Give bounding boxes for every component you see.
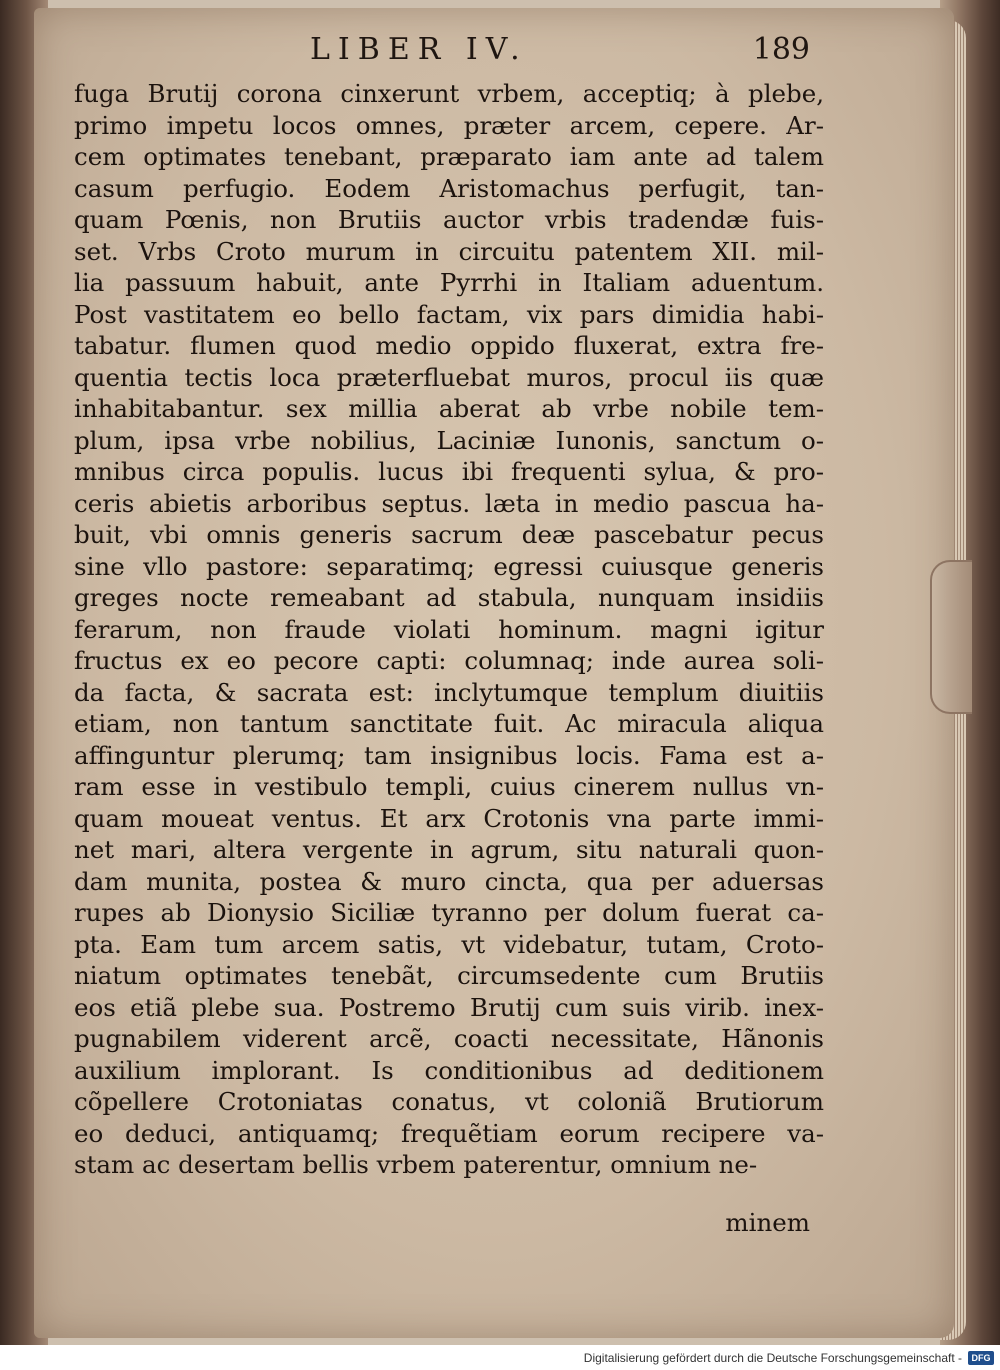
- text-line: stam ac desertam bellis vrbem paterentur, omnium ne-: [74, 1150, 758, 1179]
- text-line: etiam, non tantum sanctitate fuit. Ac miracula aliqua: [74, 709, 824, 738]
- text-line: quam Pœnis, non Brutiis auctor vrbis tradendæ fuis-: [74, 205, 824, 234]
- text-line: Post vastitatem eo bello factam, vix pars dimidia habi-: [74, 299, 824, 329]
- dfg-logo-icon: DFG: [968, 1351, 994, 1365]
- text-line: quam moueat ventus. Et arx Crotonis vna parte immi-: [74, 803, 824, 833]
- text-line: tabatur. flumen quod medio oppido fluxerat, extra fre-: [74, 331, 824, 360]
- text-line: eo deduci, antiquamq; frequẽtiam eorum recipere va-: [74, 1118, 824, 1148]
- text-line: pugnabilem viderent arcẽ, coacti necessitate, Hãnonis: [74, 1024, 824, 1053]
- text-line: plum, ipsa vrbe nobilius, Laciniæ Iunonis, sanctum o-: [74, 425, 824, 455]
- text-line: auxilium implorant. Is conditionibus ad deditionem: [74, 1055, 824, 1085]
- text-line: set. Vrbs Croto murum in circuitu patentem XII. mil-: [74, 236, 824, 266]
- text-line: cem optimates tenebant, præparato iam ante ad talem: [74, 142, 824, 171]
- running-head-title: LIBER IV.: [310, 32, 528, 67]
- funding-note: Digitalisierung gefördert durch die Deutsche Forschungsgemeinschaft -: [583, 1351, 962, 1365]
- text-line: inhabitabantur. sex millia aberat ab vrbe nobile tem-: [74, 394, 824, 423]
- running-head: [80, 30, 810, 74]
- text-line: rupes ab Dionysio Siciliæ tyranno per dolum fuerat ca-: [74, 898, 824, 927]
- catchword: minem: [725, 1208, 810, 1237]
- text-line: ferarum, non fraude violati hominum. magni igitur: [74, 614, 824, 644]
- text-line: casum perfugio. Eodem Aristomachus perfugit, tan-: [74, 173, 824, 203]
- text-line: pta. Eam tum arcem satis, vt videbatur, tutam, Croto-: [74, 929, 824, 959]
- text-line: fructus ex eo pecore capti: columnaq; inde aurea soli-: [74, 646, 824, 675]
- body-text: [74, 78, 824, 1181]
- text-line: affinguntur plerumq; tam insignibus locis. Fama est a-: [74, 740, 824, 770]
- text-line: ram esse in vestibulo templi, cuius cinerem nullus vn-: [74, 772, 824, 801]
- text-line: primo impetu locos omnes, præter arcem, cepere. Ar-: [74, 110, 824, 140]
- text-line: niatum optimates tenebãt, circumsedente cum Brutiis: [74, 961, 824, 990]
- text-line: dam munita, postea & muro cincta, qua per aduersas: [74, 866, 824, 896]
- text-line: quentia tectis loca præterfluebat muros, procul iis quæ: [74, 362, 824, 392]
- page-number: 189: [752, 32, 810, 67]
- footer-bar: [0, 1345, 1000, 1370]
- text-line: sine vllo pastore: separatimq; egressi cuiusque generis: [74, 551, 824, 581]
- text-line: mnibus circa populis. lucus ibi frequenti sylua, & pro-: [74, 457, 824, 486]
- text-line: ceris abietis arboribus septus. læta in medio pascua ha-: [74, 488, 824, 518]
- text-line: lia passuum habuit, ante Pyrrhi in Italiam aduentum.: [74, 268, 824, 297]
- text-line: fuga Brutij corona cinxerunt vrbem, acceptiq; à plebe,: [74, 79, 824, 108]
- text-line: net mari, altera vergente in agrum, situ naturali quon-: [74, 835, 824, 864]
- text-line: eos etiã plebe sua. Postremo Brutij cum suis virib. inex-: [74, 992, 824, 1022]
- text-line: da facta, & sacrata est: inclytumque templum diuitiis: [74, 677, 824, 707]
- text-line: cõpellere Crotoniatas conatus, vt coloniã Brutiorum: [74, 1087, 824, 1116]
- text-line: buit, vbi omnis generis sacrum deæ pascebatur pecus: [74, 520, 824, 549]
- text-line: greges nocte remeabant ad stabula, nunquam insidiis: [74, 583, 824, 612]
- book-clasp: [930, 560, 972, 714]
